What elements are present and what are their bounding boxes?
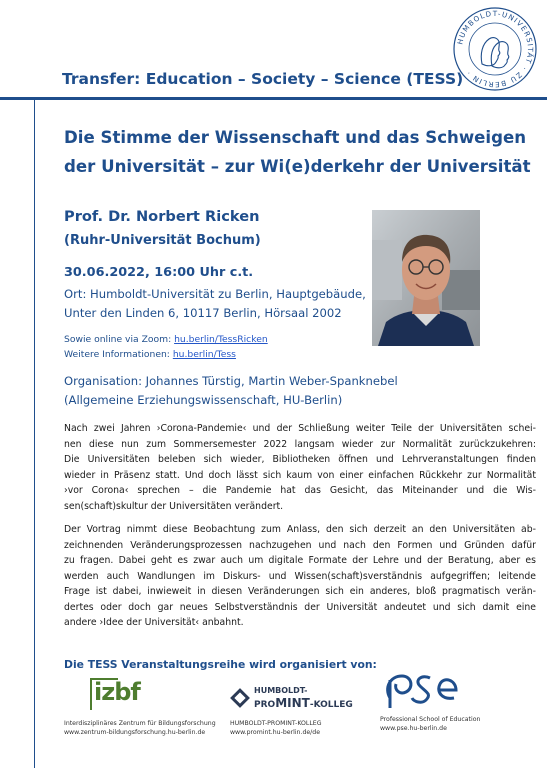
lecture-title-line-2: der Universität – zur Wi(e)derkehr der Universität (64, 157, 531, 176)
promint-pro: PRO (254, 700, 276, 710)
more-info-label: Weitere Informationen: (64, 349, 173, 360)
pse-logo (376, 668, 496, 742)
left-divider (34, 100, 35, 768)
speaker-name: Prof. Dr. Norbert Ricken (64, 208, 260, 225)
zoom-link[interactable]: hu.berlin/TessRicken (174, 334, 268, 345)
organisation-line-2: (Allgemeine Erziehungswissenschaft, HU-Berlin) (64, 393, 343, 407)
izbf-caption-name: Interdisziplinäres Zentrum für Bildungsforschung (64, 720, 216, 727)
izbf-logo-text: izbf (94, 678, 140, 706)
humboldt-university-seal-logo (452, 6, 538, 92)
promint-caption-url: www.promint.hu-berlin.de/de (230, 729, 320, 736)
series-title: Transfer: Education – Society – Science (TESS) (62, 70, 464, 88)
paragraph-line: andere ›Idee der Universität‹ anbahnt. (64, 617, 244, 628)
paragraph-line: dertes oder doch gar neues Selbstverständnis der Universität andeutet und sich damit eine (64, 601, 536, 613)
paragraph-line: Nach zwei Jahren ›Corona-Pandemie‹ und der Schließung weiter Teile der Universitäten schei- (64, 423, 536, 434)
promint-caption-name: HUMBOLDT-PROMINT-KOLLEG (230, 720, 322, 727)
zoom-label: Sowie online via Zoom: (64, 334, 175, 345)
pse-logo-mark (382, 668, 460, 710)
paragraph-line: nen diese nun zum Sommersemester 2022 langsam wieder zur Normalität zurückzukehren: (64, 438, 536, 450)
izbf-logo (64, 672, 214, 742)
paragraph-line: Der Vortrag nimmt diese Beobachtung zum Anlass, den sich derzeit an den Universitäten ab- (64, 524, 536, 535)
paragraph-line: Die Universitäten beleben sich wieder, Bibliotheken öffnen und Lehrveranstaltungen finden (64, 454, 536, 465)
promint-logo-line-1: HUMBOLDT- (254, 686, 308, 695)
izbf-caption-url: www.zentrum-bildungsforschung.hu-berlin.de (64, 729, 206, 736)
event-datetime: 30.06.2022, 16:00 Uhr c.t. (64, 265, 254, 280)
paragraph-line: zu fragen. Dabei geht es zwar auch um digitale Formate der Lehre und der Beratung, aber es (64, 555, 536, 566)
paragraph-line: ›vor Corona‹ sprechen – die Pandemie hat das Gesicht, das Miteinander und die Wis- (64, 485, 536, 496)
top-divider (0, 97, 547, 100)
lecture-title-line-1: Die Stimme der Wissenschaft und das Schweigen (64, 128, 527, 147)
speaker-photo (372, 210, 480, 346)
location-line-2: Unter den Linden 6, 10117 Berlin, Hörsaal 2002 (64, 306, 342, 320)
promint-mint: MINT (275, 696, 310, 710)
paragraph-line: sen(schaft)skultur der Universitäten verändert. (64, 500, 284, 512)
paragraph-line: werden auch Wandlungen im Diskurs- und Wissen(schaft)sverständnis aufgegriffen; leitende (64, 570, 536, 582)
promint-logo-line-2 (254, 696, 353, 710)
zoom-info (64, 334, 268, 345)
promint-diamond-icon (230, 688, 250, 708)
pse-caption-url: www.pse.hu-berlin.de (380, 725, 447, 732)
location-line-1: Ort: Humboldt-Universität zu Berlin, Hauptgebäude, (64, 287, 366, 301)
organisation-line-1: Organisation: Johannes Türstig, Martin Weber-Spanknebel (64, 374, 398, 388)
paragraph-line: Frage ist dabei, inwieweit in diesen Veränderungen sich ein anderes, bloß pragmatisch verän- (64, 586, 536, 597)
more-info-link[interactable]: hu.berlin/Tess (172, 349, 236, 360)
promint-kolleg-logo (228, 680, 358, 742)
organizers-heading: Die TESS Veranstaltungsreihe wird organisiert von: (64, 658, 377, 671)
paragraph-line: zeichnenden Veränderungsprozessen nachzugehen und nach den Formen und Gründen dafür (64, 539, 536, 551)
svg-text:HUMBOLDT-UNIVERSITÄT · ZU BERL: HUMBOLDT-UNIVERSITÄT · ZU BERLIN · (455, 8, 536, 90)
promint-kolleg: -KOLLEG (309, 700, 353, 710)
abstract-paragraph-1 (64, 421, 536, 514)
abstract-paragraph-2 (64, 522, 536, 631)
paragraph-line: wieder in Präsenz statt. Und doch lässt sich kaum von einer einfachen Rückkehr zur Normalität (64, 469, 536, 481)
more-info (64, 349, 236, 360)
speaker-affiliation: (Ruhr-Universität Bochum) (64, 233, 261, 248)
pse-caption-name: Professional School of Education (380, 716, 481, 723)
lecture-title (64, 123, 534, 181)
